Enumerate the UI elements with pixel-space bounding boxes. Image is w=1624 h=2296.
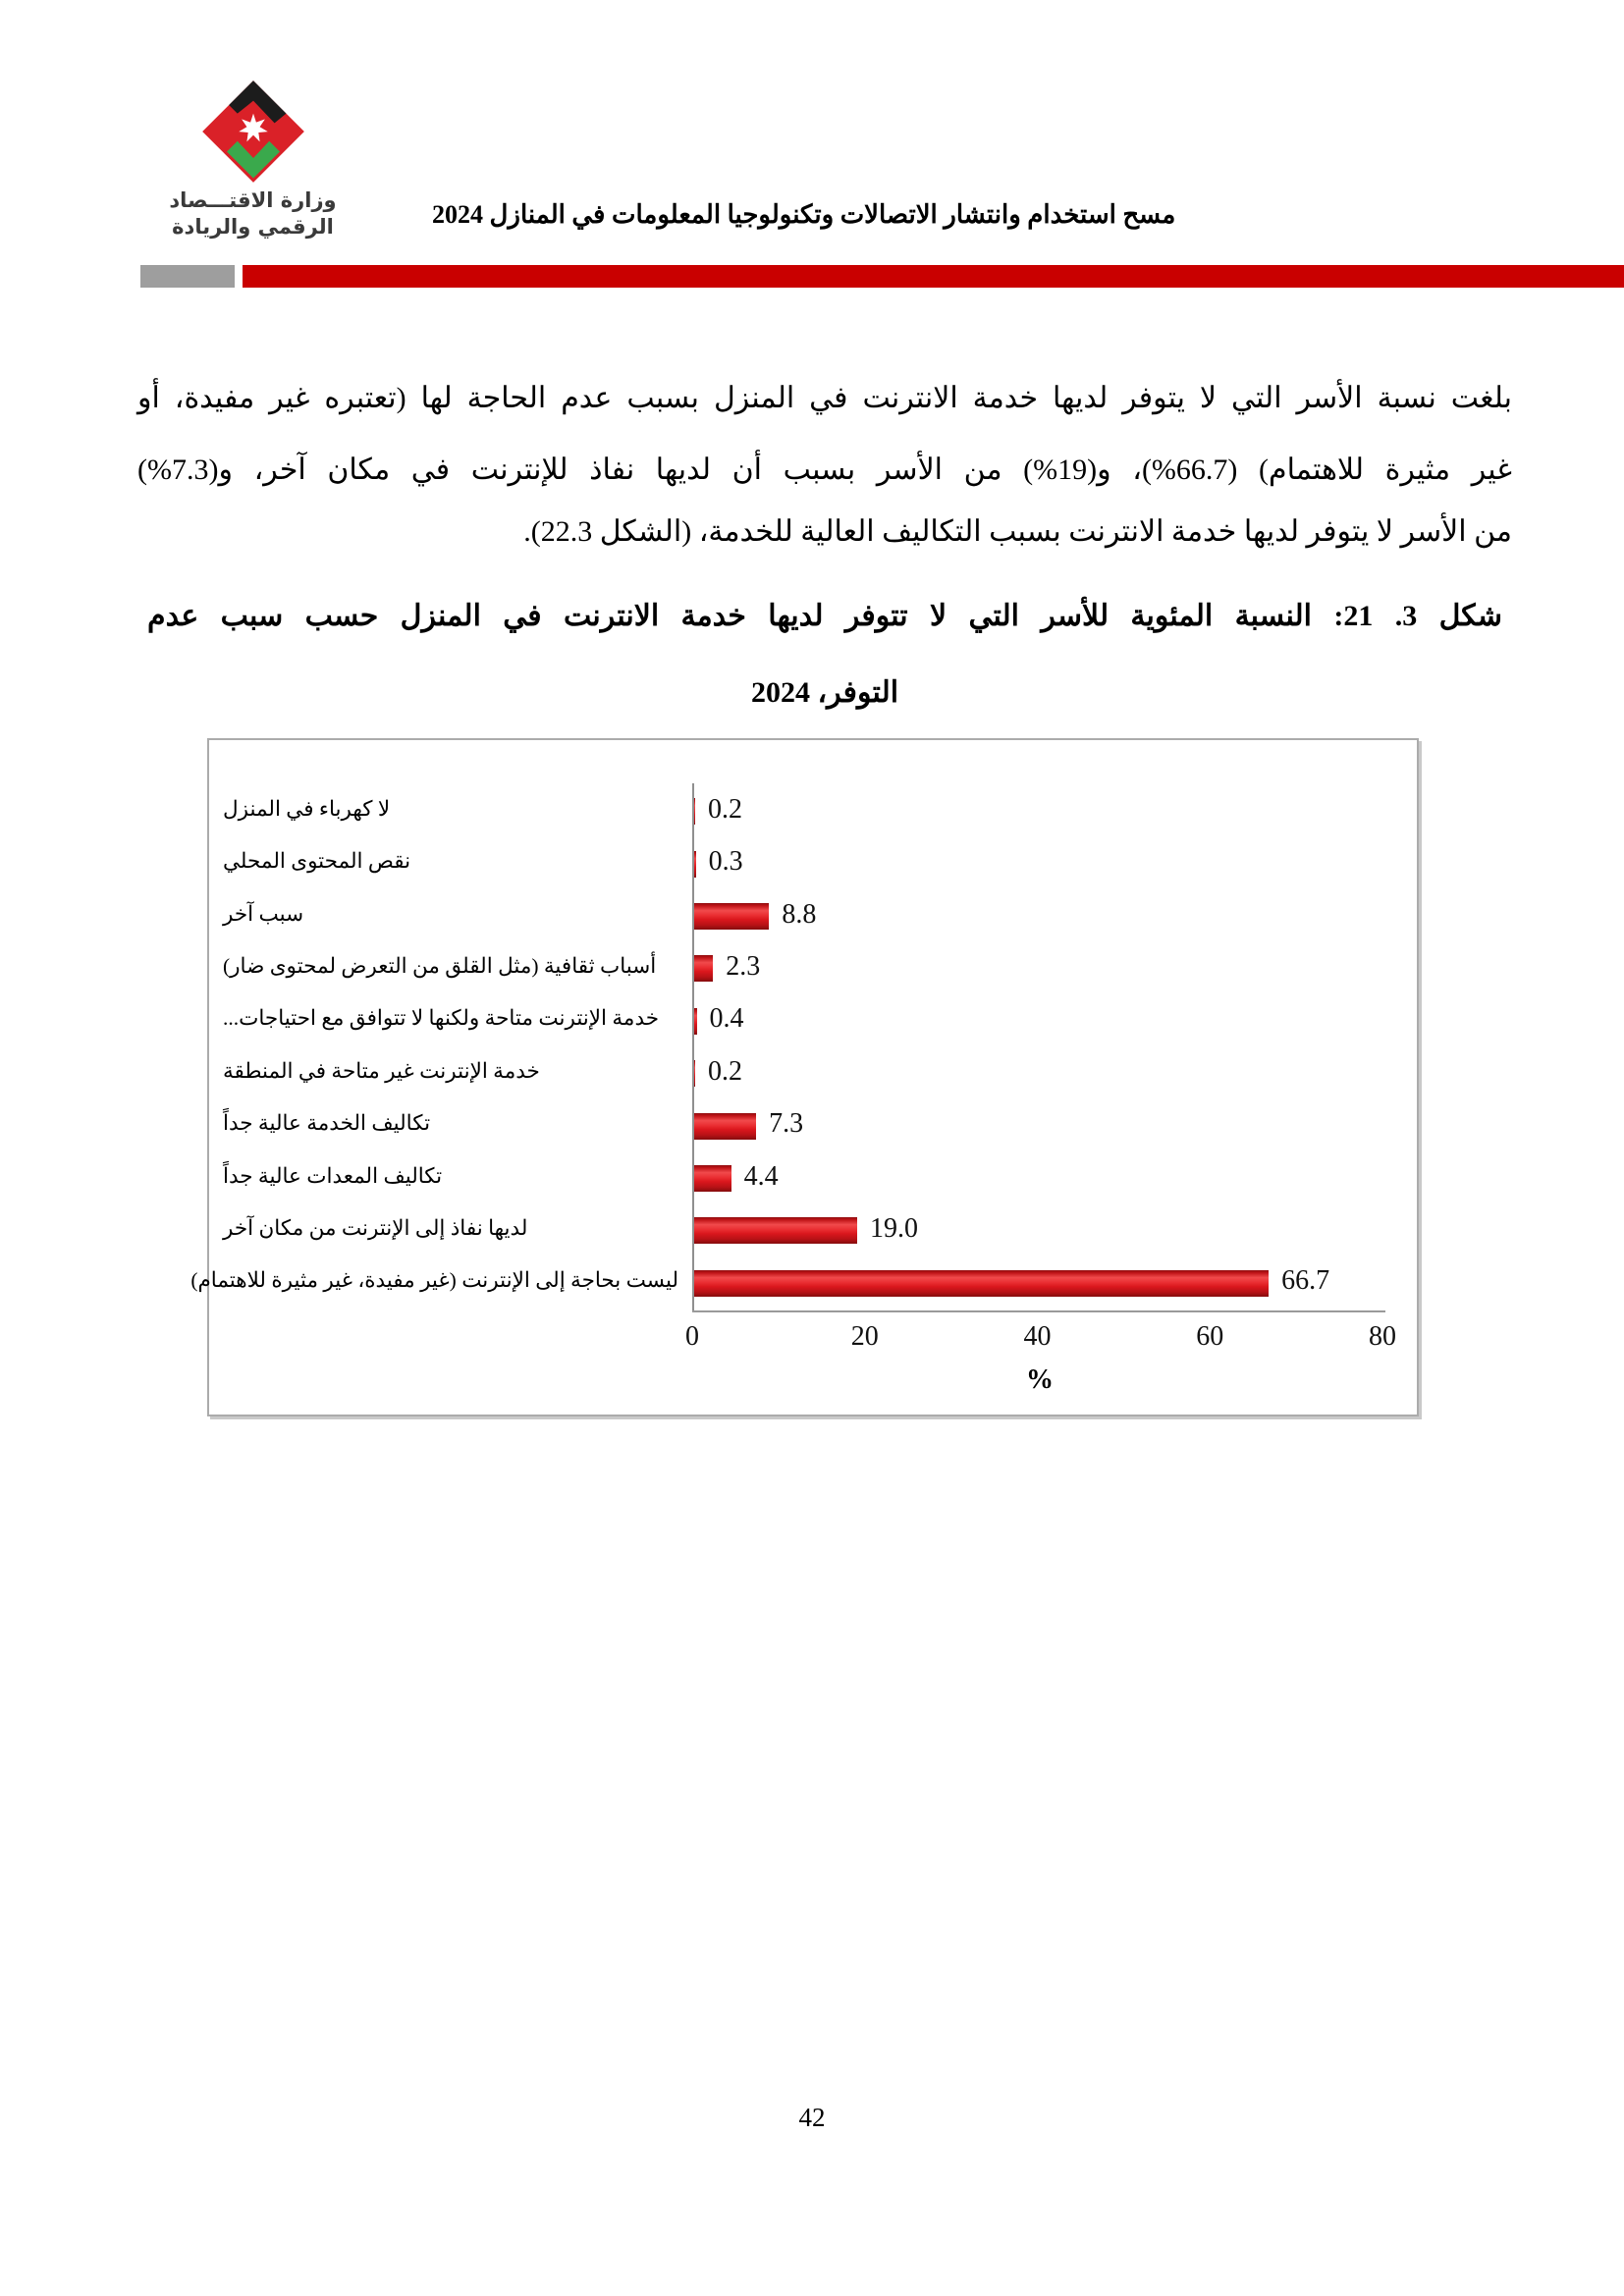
chart-bar: [693, 1113, 756, 1140]
chart-category-label: أسباب ثقافية (مثل القلق من التعرض لمحتوى ضار): [223, 953, 657, 978]
chart-category-label: سبب آخر: [223, 901, 304, 926]
chart-value-label: 7.3: [769, 1108, 804, 1140]
chart-category-label: خدمة الإنترنت غير متاحة في المنطقة: [223, 1058, 540, 1083]
ministry-name-line2: الرقمي والريادة: [172, 214, 334, 239]
chart-category-label: نقص المحتوى المحلي: [223, 849, 411, 874]
chart-x-tick-label: 60: [1196, 1321, 1224, 1352]
bar-chart-frame: [190, 738, 1419, 1416]
paragraph-line-1: بلغت نسبة الأسر التي لا يتوفر لديها خدمة الانترنت في المنزل بسبب عدم الحاجة لها (تعتبره غير مفيدة، أو: [137, 382, 1512, 414]
figure-title-line-1: شكل 3. 21: النسبة المئوية للأسر التي لا تتوفر لديها خدمة الانترنت في المنزل حسب سبب عدم: [147, 600, 1502, 632]
chart-x-tick-label: 20: [850, 1321, 879, 1352]
chart-x-tick-label: 40: [1023, 1321, 1052, 1352]
chart-category-label: ليست بحاجة إلى الإنترنت (غير مفيدة، غير مثيرة للاهتمام): [190, 1268, 678, 1293]
chart-value-label: 4.4: [743, 1160, 779, 1192]
chart-category-label: خدمة الإنترنت متاحة ولكنها لا تتوافق مع احتياجات...: [223, 1006, 660, 1031]
chart-value-label: 8.8: [782, 898, 817, 930]
chart-category-label: لا كهرباء في المنزل: [223, 796, 391, 821]
chart-category-label: لديها نفاذ إلى الإنترنت من مكان آخر: [223, 1215, 528, 1240]
chart-value-label: 19.0: [869, 1212, 918, 1244]
chart-x-tick-label: 0: [685, 1321, 699, 1352]
chart-bar: [693, 1217, 857, 1244]
chart-x-tick-label: 80: [1369, 1321, 1396, 1352]
ministry-name-line1: وزارة الاقتـــصاد: [169, 188, 337, 212]
paragraph-line-3: من الأسر لا يتوفر لديها خدمة الانترنت بسبب التكاليف العالية للخدمة، (الشكل 22.3).: [523, 515, 1512, 548]
chart-x-axis-title: %: [1026, 1364, 1054, 1395]
chart-category-label: تكاليف الخدمة عالية جداً: [223, 1111, 431, 1136]
chart-value-label: 66.7: [1281, 1265, 1330, 1297]
page-number: 42: [798, 2103, 826, 2132]
chart-bar: [693, 1165, 731, 1192]
report-header-title: مسح استخدام وانتشار الاتصالات وتكنولوجيا المعلومات في المنازل 2024: [432, 200, 1176, 229]
chart-x-axis-line: [692, 1310, 1385, 1312]
chart-value-label: 2.3: [726, 950, 761, 982]
chart-bar: [693, 1270, 1269, 1297]
ministry-logo: [147, 77, 358, 240]
chart-bar: [693, 903, 769, 930]
paragraph-line-2: غير مثيرة للاهتمام) (66.7%)، و(19%) من الأسر بسبب أن لديها نفاذ للإنترنت في مكان آخر، و(7.3%): [137, 454, 1512, 486]
chart-category-label: تكاليف المعدات عالية جداً: [223, 1163, 443, 1188]
figure-title-line-2: التوفر، 2024: [750, 676, 899, 709]
chart-value-label: 0.4: [709, 1003, 744, 1035]
chart-value-label: 0.3: [708, 846, 743, 878]
header-divider-red-bar: [243, 265, 1624, 288]
header-divider-gray-segment: [140, 265, 235, 288]
chart-value-label: 0.2: [708, 1055, 742, 1087]
chart-value-label: 0.2: [708, 793, 742, 825]
chart-y-axis-line: [692, 783, 694, 1312]
jordan-diamond-logo-icon: [200, 77, 306, 187]
chart-bar: [693, 955, 713, 982]
